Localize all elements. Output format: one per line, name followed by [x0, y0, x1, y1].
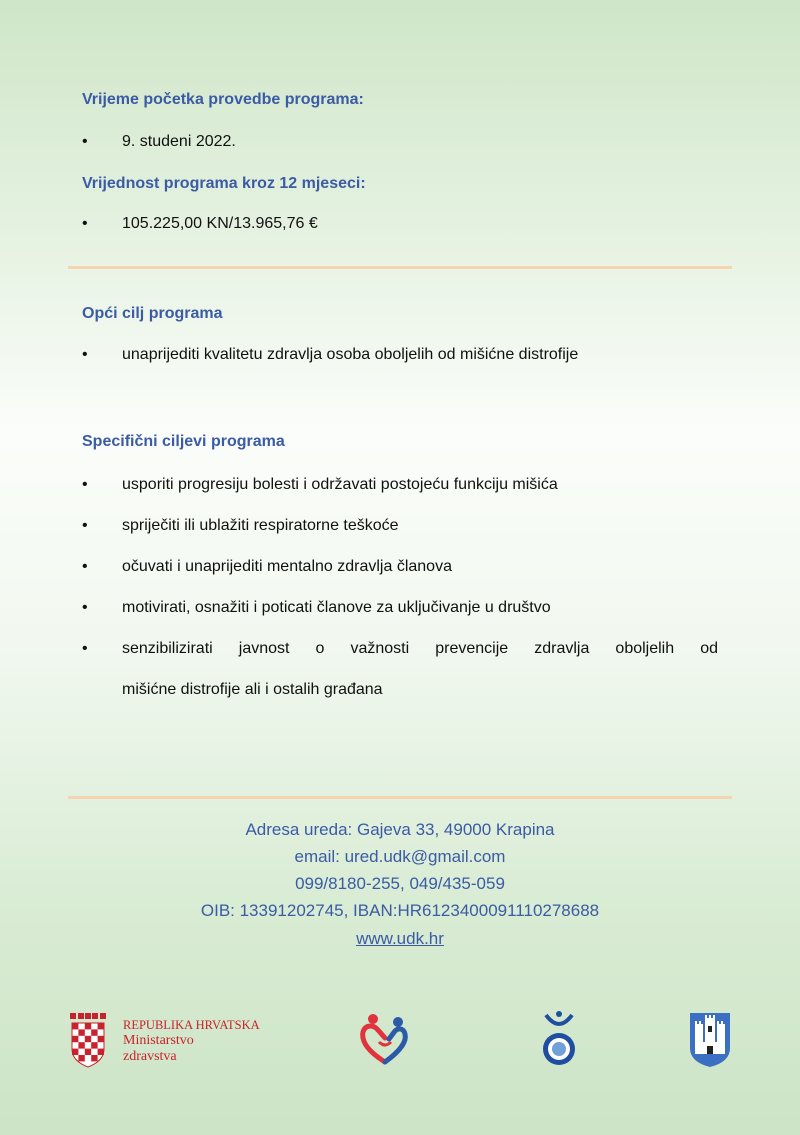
general-goal-heading: Opći cilj programa [82, 305, 223, 322]
contact-phones: 099/8180-255, 049/435-059 [295, 874, 505, 893]
specific-goal-item: motivirati, osnažiti i poticati članove za uključivanje u društvo [122, 599, 551, 616]
specific-goals-heading: Specifični ciljevi programa [82, 433, 285, 450]
specific-goal-item: očuvati i unaprijediti mentalno zdravlja članova [122, 558, 452, 575]
croatian-coat-of-arms-icon [68, 1013, 108, 1068]
bullet-icon: • [82, 346, 88, 363]
association-logo-icon [540, 1011, 578, 1067]
start-heading: Vrijeme početka provedbe programa: [82, 91, 364, 108]
contact-ids: OIB: 13391202745, IBAN:HR6123400091110278688 [200, 901, 600, 920]
divider [68, 266, 732, 269]
bullet-icon: • [82, 599, 88, 616]
ministry-line2: Ministarstvo [123, 1033, 194, 1048]
office-address: Adresa ureda: Gajeva 33, 49000 Krapina [245, 820, 555, 839]
value-heading: Vrijednost programa kroz 12 mjeseci: [82, 175, 366, 192]
ministry-line3: zdravstva [123, 1049, 177, 1064]
ministry-line1: REPUBLIKA HRVATSKA [123, 1018, 260, 1032]
value-amount: 105.225,00 KN/13.965,76 € [122, 215, 318, 232]
bullet-icon: • [82, 558, 88, 575]
bullet-icon: • [82, 133, 88, 150]
bullet-icon: • [82, 215, 88, 232]
specific-goal-item-continuation: mišićne distrofije ali i ostalih građana [122, 681, 383, 698]
contact-email: email: ured.udk@gmail.com [294, 847, 506, 866]
divider [68, 796, 732, 799]
bullet-icon: • [82, 640, 88, 657]
specific-goal-item: usporiti progresiju bolesti i održavati postojeću funkciju mišića [122, 476, 558, 493]
general-goal-item: unaprijediti kvalitetu zdravlja osoba oboljelih od mišićne distrofije [122, 346, 579, 363]
website-link[interactable]: www.udk.hr [356, 929, 444, 948]
specific-goal-item: senzibilizirati javnost o važnosti prevencije zdravlja oboljelih od [122, 640, 718, 657]
bullet-icon: • [82, 476, 88, 493]
start-date: 9. studeni 2022. [122, 133, 236, 150]
website-row [0, 929, 800, 949]
specific-goal-item: spriječiti ili ublažiti respiratorne teškoće [122, 517, 399, 534]
ministry-label [123, 1017, 260, 1065]
bullet-icon: • [82, 517, 88, 534]
krapina-coat-of-arms-icon [689, 1012, 731, 1068]
heart-people-logo-icon [359, 1012, 411, 1066]
